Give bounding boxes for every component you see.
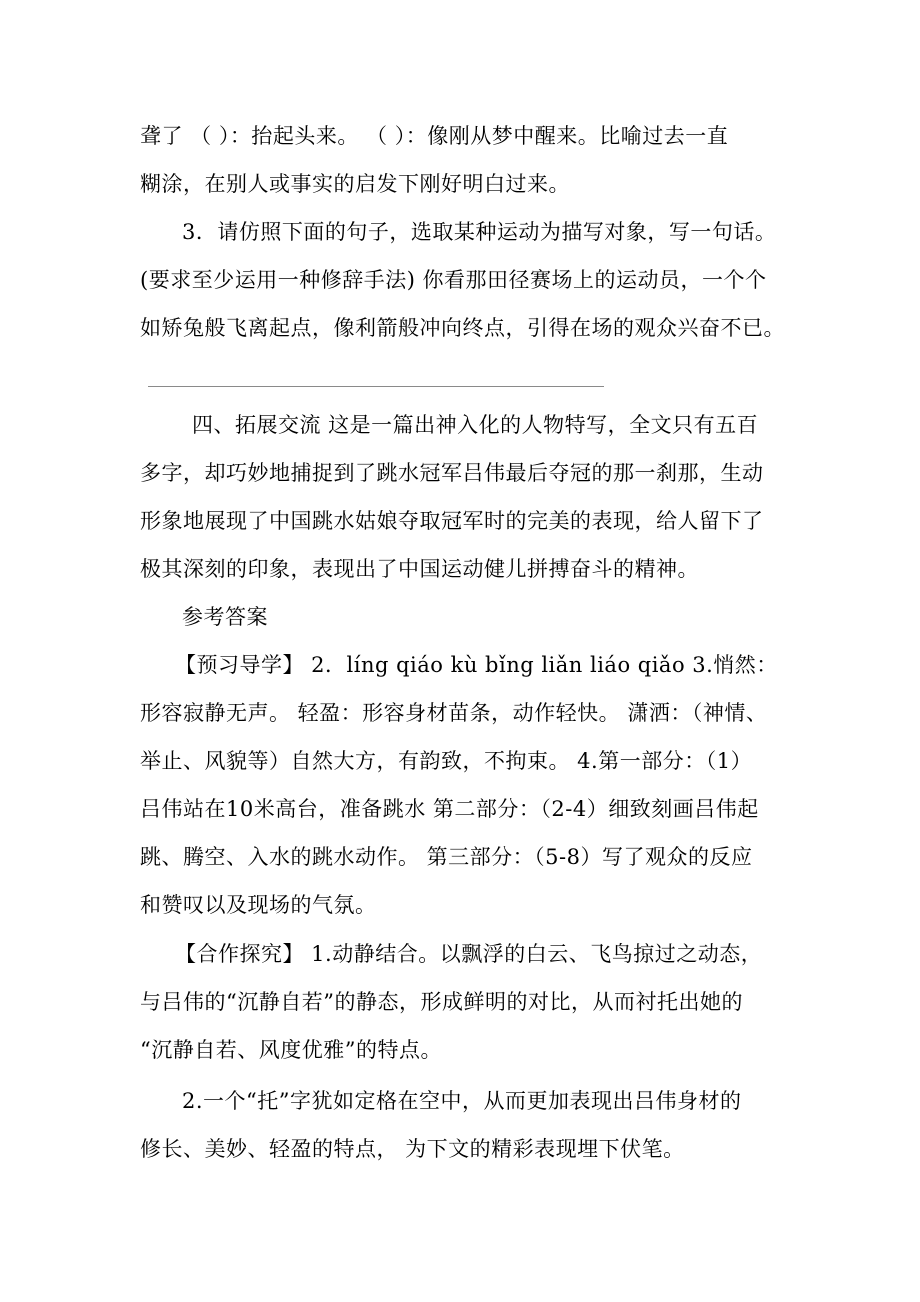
paragraph-line: (要求至少运用一种修辞手法) 你看那田径赛场上的运动员，一个个 bbox=[140, 268, 767, 292]
paragraph-line: 极其深刻的印象，表现出了中国运动健儿拼搏奋斗的精神。 bbox=[140, 557, 699, 581]
answer-2-line: 2.一个“托”字犹如定格在空中，从而更加表现出吕伟身材的 bbox=[182, 1089, 742, 1113]
paragraph-line: 糊涂，在别人或事实的启发下刚好明白过来。 bbox=[140, 172, 570, 196]
paragraph-line: 与吕伟的“沉静自若”的静态，形成鲜明的对比，从而衬托出她的 bbox=[140, 990, 743, 1014]
cooperative-inquiry-line: 【合作探究】 1.动静结合。以飘浮的白云、飞鸟掠过之动态， bbox=[175, 942, 763, 966]
answer-blank-line bbox=[148, 386, 604, 387]
answer-key-heading: 参考答案 bbox=[182, 605, 268, 629]
paragraph-line: 举止、风貌等）自然大方，有韵致，不拘束。 4.第一部分：（1） bbox=[140, 749, 753, 773]
paragraph-line: 和赞叹以及现场的气氛。 bbox=[140, 893, 377, 917]
paragraph-line: 形象地展现了中国跳水姑娘夺取冠军时的完美的表现，给人留下了 bbox=[140, 509, 764, 533]
paragraph-line: 修长、美妙、轻盈的特点， 为下文的精彩表现埋下伏笔。 bbox=[140, 1137, 685, 1161]
question-3-line: 3．请仿照下面的句子，选取某种运动为描写对象，写一句话。 bbox=[182, 220, 777, 244]
paragraph-line: 多字，却巧妙地捕捉到了跳水冠军吕伟最后夺冠的那一刹那，生动 bbox=[140, 461, 764, 485]
paragraph-line: “沉静自若、风度优雅”的特点。 bbox=[140, 1038, 442, 1062]
paragraph-line: 吕伟站在10米高台，准备跳水 第二部分：（2-4）细致刻画吕伟起 bbox=[140, 797, 759, 821]
section-heading-line: 四、拓展交流 这是一篇出神入化的人物特写，全文只有五百 bbox=[192, 413, 759, 437]
paragraph-line: 如矫兔般飞离起点，像利箭般冲向终点，引得在场的观众兴奋不已。 bbox=[140, 316, 785, 340]
paragraph-line: 跳、腾空、入水的跳水动作。 第三部分：（5-8）写了观众的反应 bbox=[140, 845, 753, 869]
preview-guide-line: 【预习导学】 2．líng qiáo kù bǐng liǎn liáo qiǎo 3.悄然： bbox=[175, 653, 778, 677]
paragraph-line: 聋了 （ ）：抬起头来。 （ ）：像刚从梦中醒来。比喻过去一直 bbox=[140, 124, 729, 148]
paragraph-line: 形容寂静无声。 轻盈：形容身材苗条，动作轻快。 潇洒：（神情、 bbox=[140, 701, 768, 725]
